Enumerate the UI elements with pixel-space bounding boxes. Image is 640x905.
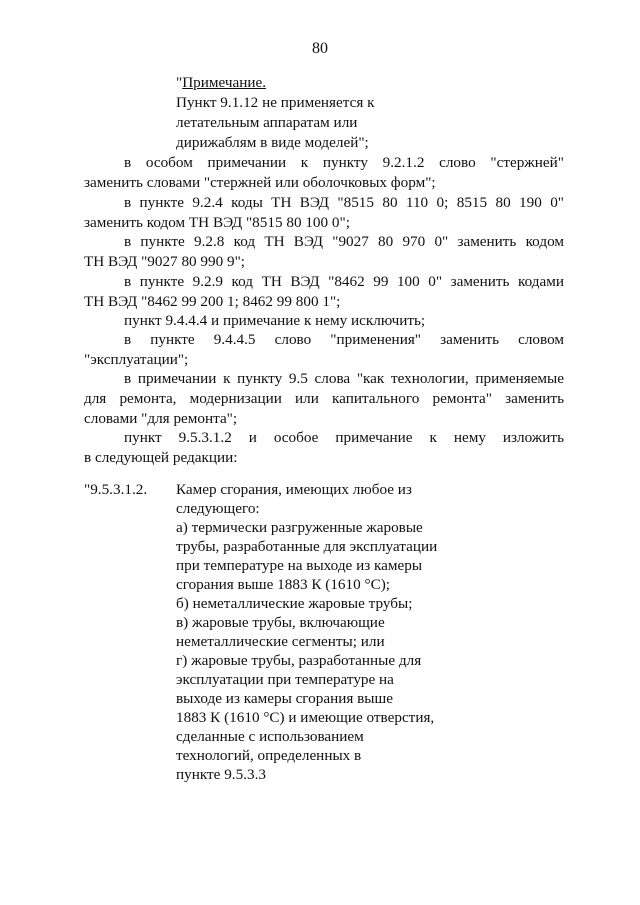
item-line: 1883 К (1610 °С) и имеющие отверстия, (176, 709, 435, 726)
item-line: сгорания выше 1883 К (1610 °С); (176, 576, 390, 593)
item-line: выходе из камеры сгорания выше (176, 690, 393, 707)
paragraph-line: ТН ВЭД "9027 80 990 9"; (84, 253, 246, 270)
item-line: трубы, разработанные для эксплуатации (176, 538, 438, 555)
item-line: технологий, определенных в (176, 747, 362, 764)
note-title-line (176, 73, 266, 92)
paragraph-line: ТН ВЭД "8462 99 200 1; 8462 99 800 1"; (84, 293, 341, 310)
paragraph-line: в примечании к пункту 9.5 слова "как технологии, применяемые (124, 370, 564, 387)
item-line: неметаллические сегменты; или (176, 633, 385, 650)
item-line: сделанные с использованием (176, 728, 364, 745)
paragraph-line: заменить кодом ТН ВЭД "8515 80 100 0"; (84, 214, 350, 231)
item-line: пункте 9.5.3.3 (176, 766, 266, 783)
note-line: летательным аппаратам или (176, 114, 358, 131)
paragraph-line: словами "для ремонта"; (84, 410, 238, 427)
item-line: б) неметаллические жаровые трубы; (176, 595, 413, 612)
note-title: Примечание. (182, 74, 267, 91)
note-line: Пункт 9.1.12 не применяется к (176, 94, 375, 111)
paragraph-line: пункт 9.4.4.4 и примечание к нему исключить; (124, 312, 426, 329)
paragraph-line: заменить словами "стержней или оболочковых форм"; (84, 174, 436, 191)
note-open-quote: " (176, 74, 183, 91)
item-line: в) жаровые трубы, включающие (176, 614, 385, 631)
item-line: а) термически разгруженные жаровые (176, 519, 423, 536)
item-line: эксплуатации при температуре на (176, 671, 394, 688)
paragraph-line: в пункте 9.2.8 код ТН ВЭД "9027 80 970 0" заменить кодом (124, 233, 564, 250)
paragraph-line: для ремонта, модернизации или капитального ремонта" заменить (84, 390, 564, 407)
item-line: следующего: (176, 500, 260, 517)
paragraph-line: в особом примечании к пункту 9.2.1.2 слово "стержней" (124, 154, 564, 171)
item-line: при температуре на выходе из камеры (176, 557, 423, 574)
page-number: 80 (312, 40, 328, 57)
paragraph-line: пункт 9.5.3.1.2 и особое примечание к нему изложить (124, 429, 564, 446)
paragraph-line: в пункте 9.2.4 коды ТН ВЭД "8515 80 110 0; 8515 80 190 0" (124, 194, 564, 211)
item-number: "9.5.3.1.2. (84, 481, 148, 498)
item-line: г) жаровые трубы, разработанные для (176, 652, 422, 669)
note-line: дирижаблям в виде моделей"; (176, 134, 369, 151)
paragraph-line: в пункте 9.2.9 код ТН ВЭД "8462 99 100 0" заменить кодами (124, 273, 564, 290)
paragraph-line: "эксплуатации"; (84, 351, 189, 368)
paragraph-line: в пункте 9.4.4.5 слово "применения" заменить словом (124, 331, 564, 348)
item-line: Камер сгорания, имеющих любое из (176, 481, 412, 498)
paragraph-line: в следующей редакции: (84, 449, 238, 466)
